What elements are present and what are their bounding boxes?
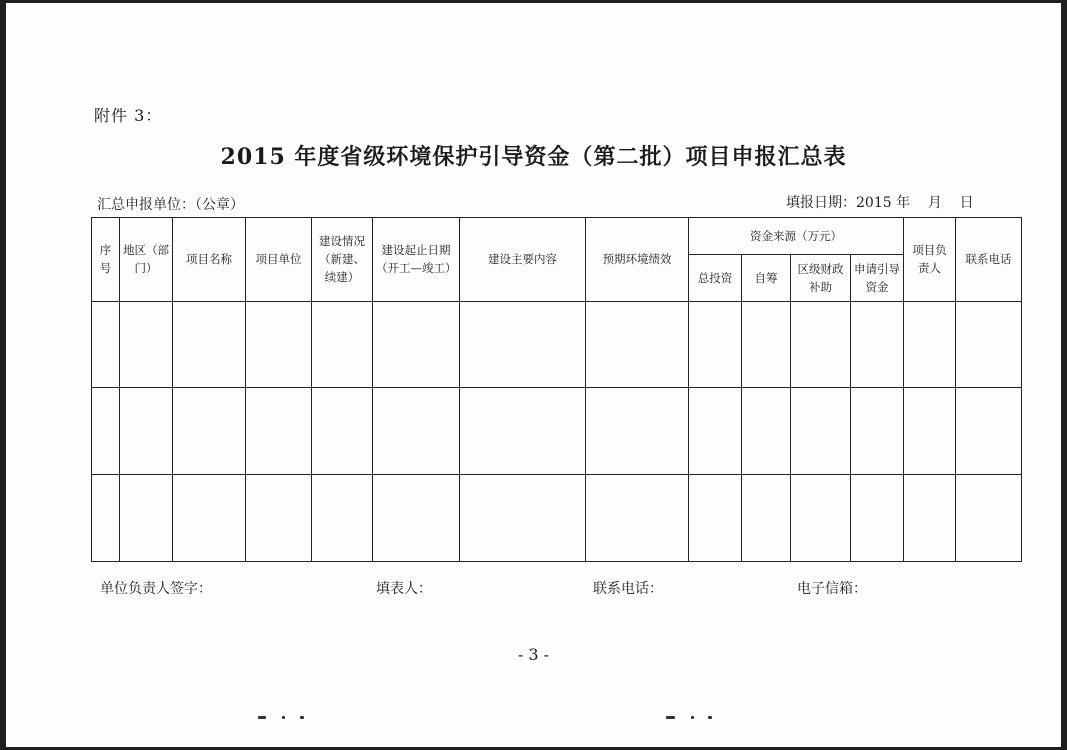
table-cell — [586, 388, 689, 475]
table-cell — [312, 301, 373, 388]
header-construction-period: 建设起止日期（开工—竣工） — [373, 218, 460, 302]
scan-mark — [708, 716, 712, 719]
header-expected-performance: 预期环境绩效 — [586, 218, 689, 302]
table-cell — [173, 388, 246, 475]
table-row — [92, 301, 1022, 388]
table-cell — [851, 475, 904, 562]
header-seq: 序号 — [92, 218, 120, 302]
table-cell — [312, 475, 373, 562]
document-title: 2015 年度省级环境保护引导资金（第二批）项目申报汇总表 — [220, 144, 847, 170]
table-cell — [904, 475, 956, 562]
scan-mark — [258, 716, 266, 719]
report-date: 填报日期：2015 年 月 日 — [786, 195, 974, 211]
scan-mark — [666, 716, 675, 719]
scan-mark — [691, 716, 694, 719]
table-cell — [373, 475, 460, 562]
table-cell — [904, 388, 956, 475]
header-main-content: 建设主要内容 — [460, 218, 586, 302]
table-cell — [246, 301, 312, 388]
table-cell — [92, 475, 120, 562]
table-cell — [173, 301, 246, 388]
header-project-leader: 项目负责人 — [904, 218, 956, 302]
table-cell — [120, 475, 173, 562]
table-cell — [851, 388, 904, 475]
header-project-name: 项目名称 — [173, 218, 246, 302]
table-cell — [586, 301, 689, 388]
table-cell — [956, 388, 1022, 475]
scan-mark — [282, 716, 285, 719]
table-cell — [92, 301, 120, 388]
header-total-investment: 总投资 — [689, 254, 742, 301]
table-cell — [373, 301, 460, 388]
table-cell — [460, 388, 586, 475]
summary-table — [91, 217, 1022, 562]
table-cell — [689, 388, 742, 475]
table-cell — [689, 301, 742, 388]
page-number: - 3 - — [517, 645, 550, 664]
table-cell — [120, 388, 173, 475]
table-cell — [460, 475, 586, 562]
table-cell — [586, 475, 689, 562]
table-cell — [246, 388, 312, 475]
table-cell — [312, 388, 373, 475]
header-contact-phone: 联系电话 — [956, 218, 1022, 302]
table-cell — [689, 475, 742, 562]
table-cell — [120, 301, 173, 388]
table-cell — [742, 388, 791, 475]
table-cell — [956, 301, 1022, 388]
table-cell — [791, 301, 851, 388]
header-project-unit: 项目单位 — [246, 218, 312, 302]
header-district-subsidy: 区级财政补助 — [791, 254, 851, 301]
header-guidance-fund: 申请引导资金 — [851, 254, 904, 301]
header-fund-source: 资金来源（万元） — [689, 218, 904, 255]
attachment-label: 附件 3： — [94, 106, 163, 125]
table-cell — [246, 475, 312, 562]
footer-email: 电子信箱： — [797, 581, 867, 597]
header-construction-status: 建设情况（新建、续建） — [312, 218, 373, 302]
footer-phone: 联系电话： — [593, 581, 663, 597]
table-cell — [791, 388, 851, 475]
table-cell — [460, 301, 586, 388]
table-cell — [791, 475, 851, 562]
table-cell — [904, 301, 956, 388]
table-cell — [742, 475, 791, 562]
footer-leader-sign: 单位负责人签字： — [100, 581, 212, 597]
table-row — [92, 475, 1022, 562]
table-cell — [92, 388, 120, 475]
header-region: 地区（部门） — [120, 218, 173, 302]
footer-filler: 填表人： — [376, 581, 432, 597]
report-unit: 汇总申报单位：（公章） — [97, 197, 244, 213]
table-cell — [851, 301, 904, 388]
table-cell — [173, 475, 246, 562]
table-row — [92, 388, 1022, 475]
scan-mark — [300, 716, 304, 719]
table-cell — [373, 388, 460, 475]
header-self-raised: 自筹 — [742, 254, 791, 301]
table-cell — [742, 301, 791, 388]
table-cell — [956, 475, 1022, 562]
